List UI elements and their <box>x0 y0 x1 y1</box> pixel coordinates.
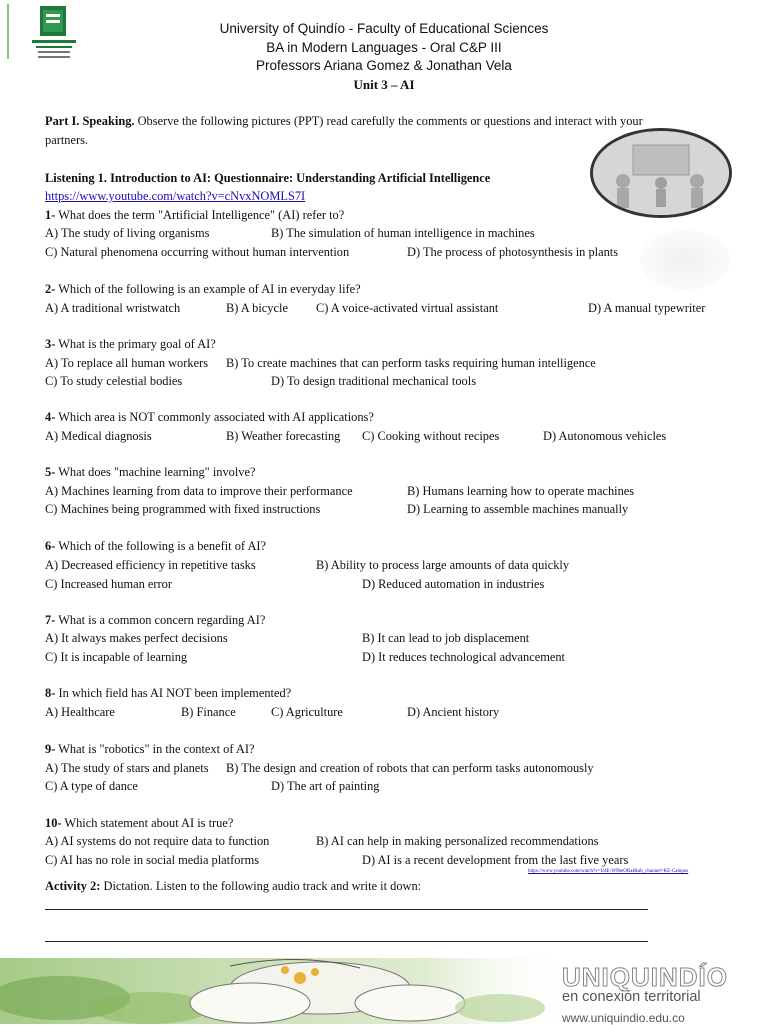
q10-option-c[interactable]: C) AI has no role in social media platforms <box>45 853 260 867</box>
q6-option-d[interactable]: D) Reduced automation in industries <box>362 577 545 591</box>
question-2: 2- Which of the following is an example of AI in everyday life? <box>45 282 361 296</box>
q6-option-b[interactable]: B) Ability to process large amounts of data quickly <box>316 558 570 572</box>
q10-option-a[interactable]: A) AI systems do not require data to function <box>45 834 270 848</box>
activity2-text: Dictation. Listen to the following audio track and write it down: <box>103 879 422 893</box>
dictation-answer-line-2[interactable] <box>45 941 648 942</box>
audio-track-link[interactable]: https://www.youtube.com/watch?v=U4E-W9beORaI&ab_channel=KE-Campus <box>528 869 689 874</box>
q7-option-c[interactable]: C) It is incapable of learning <box>45 650 188 664</box>
q5-option-c[interactable]: C) Machines being programmed with fixed instructions <box>45 502 321 516</box>
q3-option-b[interactable]: B) To create machines that can perform tasks requiring human intelligence <box>226 356 596 370</box>
listening-video-link[interactable]: https://www.youtube.com/watch?v=cNvxNOMLS7I <box>45 189 306 203</box>
question-7: 7- What is a common concern regarding AI? <box>45 613 266 627</box>
q9-option-a[interactable]: A) The study of stars and planets <box>45 761 209 775</box>
q8-option-b[interactable]: B) Finance <box>181 705 236 719</box>
q6-option-c[interactable]: C) Increased human error <box>45 577 172 591</box>
part1-line1 <box>45 113 643 129</box>
activity2-line <box>45 878 421 894</box>
image-shadow <box>640 230 730 290</box>
header-unit: Unit 3 – AI <box>353 76 415 92</box>
question-1: 1- What does the term "Artificial Intelligence" (AI) refer to? <box>45 208 345 222</box>
part1-line2: partners. <box>45 133 89 147</box>
q2-option-c[interactable]: C) A voice-activated virtual assistant <box>316 301 499 315</box>
part1-label: Part I. Speaking. <box>45 114 135 128</box>
q10-option-d[interactable]: D) AI is a recent development from the last five years <box>362 853 629 867</box>
brand-tagline: en conexión territorial <box>562 989 701 1005</box>
q1-option-b[interactable]: B) The simulation of human intelligence in machines <box>271 226 535 240</box>
q1-option-d[interactable]: D) The process of photosynthesis in plants <box>407 245 619 259</box>
q8-option-d[interactable]: D) Ancient history <box>407 705 500 719</box>
question-10: 10- Which statement about AI is true? <box>45 816 234 830</box>
q4-option-a[interactable]: A) Medical diagnosis <box>45 429 152 443</box>
brand-name: UNIQUINDÍO <box>562 962 728 992</box>
q2-option-b[interactable]: B) A bicycle <box>226 301 288 315</box>
part1-text: Observe the following pictures (PPT) read carefully the comments or questions and interact with your <box>137 114 643 128</box>
question-8: 8- In which field has AI NOT been implemented? <box>45 686 292 700</box>
q1-option-a[interactable]: A) The study of living organisms <box>45 226 210 240</box>
q5-option-b[interactable]: B) Humans learning how to operate machines <box>407 484 635 498</box>
listening-title: Listening 1. Introduction to AI: Questionnaire: Understanding Artificial Intelligence <box>45 171 491 185</box>
q7-option-b[interactable]: B) It can lead to job displacement <box>362 631 530 645</box>
q7-option-d[interactable]: D) It reduces technological advancement <box>362 650 565 664</box>
document-header <box>0 20 768 94</box>
question-9: 9- What is "robotics" in the context of AI? <box>45 742 255 756</box>
q3-option-c[interactable]: C) To study celestial bodies <box>45 374 183 388</box>
q8-option-c[interactable]: C) Agriculture <box>271 705 343 719</box>
q7-option-a[interactable]: A) It always makes perfect decisions <box>45 631 228 645</box>
header-line-university: University of Quindío - Faculty of Educational Sciences <box>219 21 549 36</box>
q5-option-a[interactable]: A) Machines learning from data to improve their performance <box>45 484 353 498</box>
q2-option-a[interactable]: A) A traditional wristwatch <box>45 301 181 315</box>
q3-option-a[interactable]: A) To replace all human workers <box>45 356 209 370</box>
brand-url[interactable]: www.uniquindio.edu.co <box>562 1011 685 1025</box>
dictation-answer-line-1[interactable] <box>45 909 648 910</box>
q9-option-d[interactable]: D) The art of painting <box>271 779 380 793</box>
question-5: 5- What does "machine learning" involve? <box>45 465 256 479</box>
q3-option-d[interactable]: D) To design traditional mechanical tools <box>271 374 477 388</box>
question-3: 3- What is the primary goal of AI? <box>45 337 216 351</box>
question-4: 4- Which area is NOT commonly associated with AI applications? <box>45 410 374 424</box>
ai-illustration-image <box>590 128 732 218</box>
activity2-label: Activity 2: <box>45 879 101 893</box>
question-6: 6- Which of the following is a benefit of AI? <box>45 539 267 553</box>
uniquindio-brand <box>562 962 762 1025</box>
header-line-professors: Professors Ariana Gomez & Jonathan Vela <box>256 58 512 73</box>
q9-option-c[interactable]: C) A type of dance <box>45 779 138 793</box>
q8-option-a[interactable]: A) Healthcare <box>45 705 115 719</box>
q10-option-b[interactable]: B) AI can help in making personalized recommendations <box>316 834 599 848</box>
q1-option-c[interactable]: C) Natural phenomena occurring without human intervention <box>45 245 350 259</box>
q4-option-c[interactable]: C) Cooking without recipes <box>362 429 500 443</box>
q5-option-d[interactable]: D) Learning to assemble machines manually <box>407 502 629 516</box>
q4-option-b[interactable]: B) Weather forecasting <box>226 429 341 443</box>
q2-option-d[interactable]: D) A manual typewriter <box>588 301 706 315</box>
header-line-program: BA in Modern Languages - Oral C&P III <box>266 39 502 55</box>
q4-option-d[interactable]: D) Autonomous vehicles <box>543 429 667 443</box>
q9-option-b[interactable]: B) The design and creation of robots that can perform tasks autonomously <box>226 761 594 775</box>
q6-option-a[interactable]: A) Decreased efficiency in repetitive tasks <box>45 558 256 572</box>
